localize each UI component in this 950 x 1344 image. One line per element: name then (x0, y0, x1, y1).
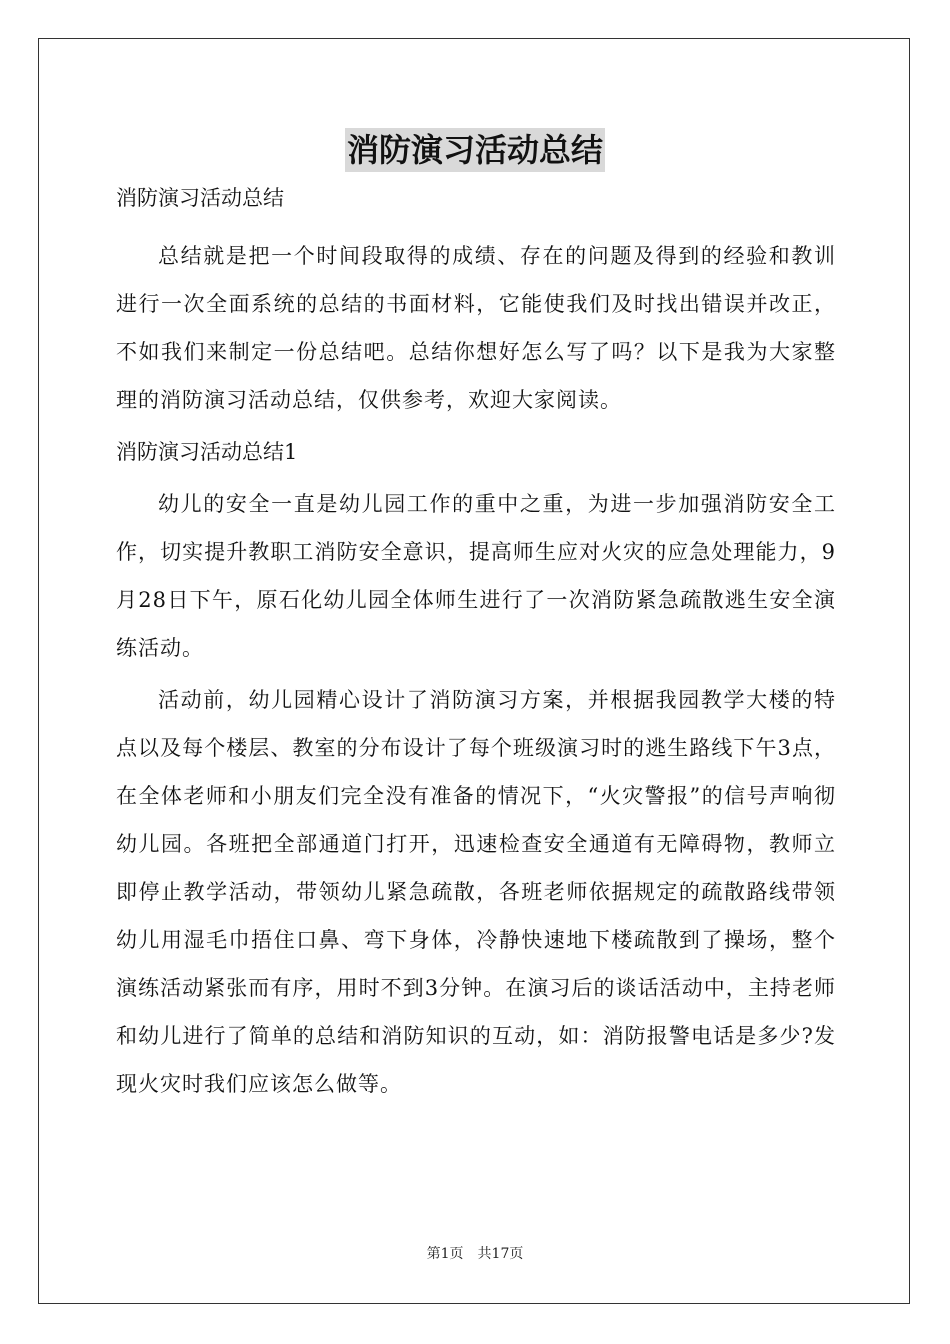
document-title: 消防演习活动总结 (345, 128, 605, 172)
body-paragraph-2: 活动前，幼儿园精心设计了消防演习方案，并根据我园教学大楼的特点以及每个楼层、教室的分布设计了每个班级演习时的逃生路线下午3点，在全体老师和小朋友们完全没有准备的情况下，“火灾警报”的信号声响彻幼儿园。各班把全部通道门打开，迅速检查安全通道有无障碍物，教师立即停止教学活动，带领幼儿紧急疏散，各班老师依据规定的疏散路线带领幼儿用湿毛巾捂住口鼻、弯下身体，冷静快速地下楼疏散到了操场，整个演练活动紧张而有序，用时不到3分钟。在演习后的谈话活动中，主持老师和幼儿进行了简单的总结和消防知识的互动，如：消防报警电话是多少?发现火灾时我们应该怎么做等。 (116, 688, 836, 1096)
body-paragraph-1: 幼儿的安全一直是幼儿园工作的重中之重，为进一步加强消防安全工作，切实提升教职工消防安全意识，提高师生应对火灾的应急处理能力，9月28日下午，原石化幼儿园全体师生进行了一次消防紧急疏散逃生安全演练活动。 (116, 492, 836, 660)
section-heading: 消防演习活动总结1 (116, 440, 298, 464)
document-body (116, 174, 836, 1108)
intro-paragraph: 总结就是把一个时间段取得的成绩、存在的问题及得到的经验和教训进行一次全面系统的总结的书面材料，它能使我们及时找出错误并改正，不如我们来制定一份总结吧。总结你想好怎么写了吗？以下是我为大家整理的消防演习活动总结，仅供参考，欢迎大家阅读。 (116, 244, 836, 412)
page-total: 共17页 (477, 1246, 524, 1262)
page-footer (0, 1244, 950, 1264)
page-number: 第1页 (426, 1246, 464, 1262)
document-title-block (0, 126, 950, 174)
document-subtitle: 消防演习活动总结 (116, 186, 284, 210)
